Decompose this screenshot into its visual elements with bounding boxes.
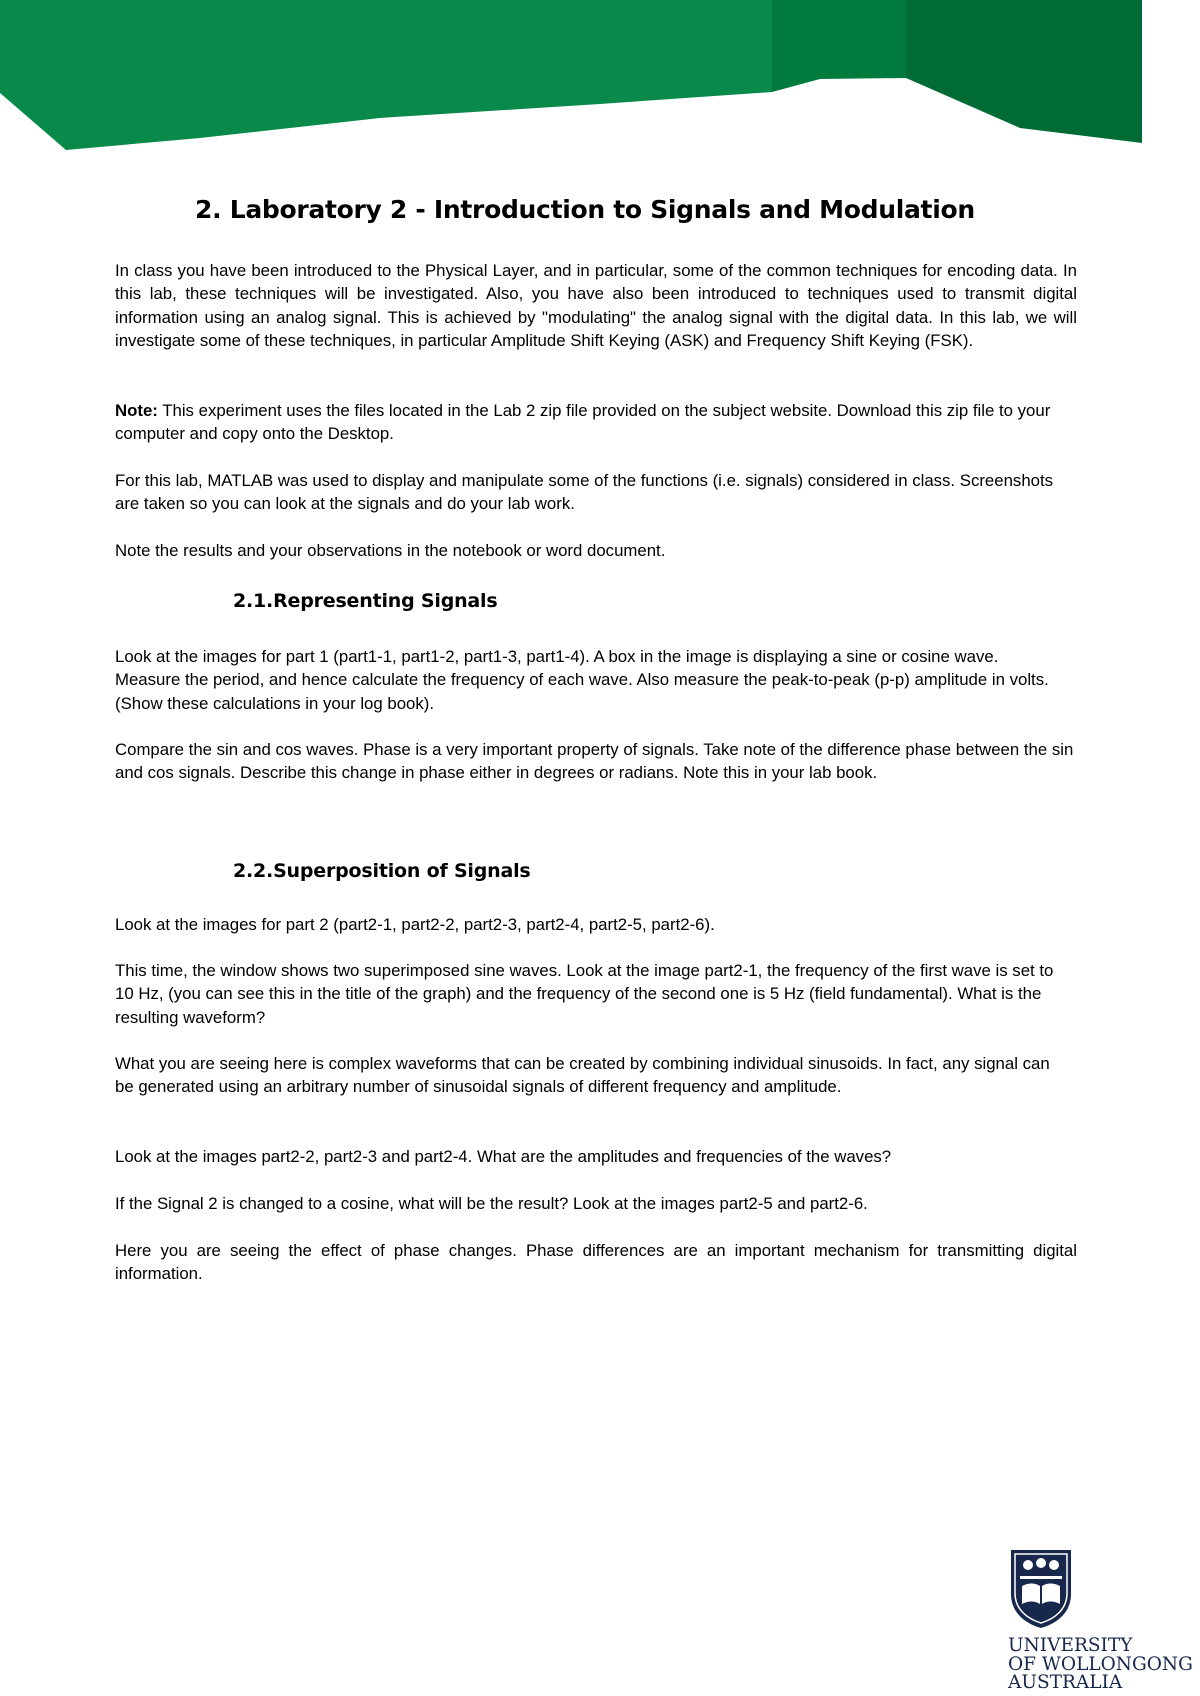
university-wordmark — [1008, 1637, 1193, 1693]
section-2-2-paragraph-5: If the Signal 2 is changed to a cosine, what will be the result? Look at the images part2-5 and part2-6. — [115, 1194, 868, 1213]
section-2-2-paragraph-2: This time, the window shows two superimposed sine waves. Look at the image part2-1, the frequency of the first wave is set to 10 Hz, (you can see this in the title of the graph) and the frequency of the second one is 5 Hz (field fundamental). What is the resulting waveform? — [115, 961, 1054, 1027]
wordmark-line-1: UNIVERSITY — [1008, 1635, 1133, 1656]
section-number: 2.2. — [233, 860, 274, 882]
banner-left-wave — [0, 0, 772, 150]
section-title: Representing Signals — [273, 590, 498, 612]
note-label: Note: — [115, 401, 158, 420]
header-banner — [0, 0, 1200, 160]
banner-right-wave — [906, 0, 1142, 143]
section-title: Superposition of Signals — [273, 860, 531, 882]
observations-paragraph: Note the results and your observations in the notebook or word document. — [115, 541, 666, 560]
section-2-1-paragraph-1: Look at the images for part 1 (part1-1, part1-2, part1-3, part1-4). A box in the image is displaying a sine or cosine wave. Measure the period, and hence calculate the frequency of each wave. Also measure the peak-to-peak (p-p) amplitude in volts. (Show these calculations in your log book). — [115, 647, 1049, 713]
section-heading-superposition-of-signals — [233, 860, 531, 882]
section-2-2-paragraph-6: Here you are seeing the effect of phase changes. Phase differences are an important mechanism for transmitting digital information. — [115, 1241, 1077, 1284]
section-2-2-paragraph-1: Look at the images for part 2 (part2-1, part2-2, part2-3, part2-4, part2-5, part2-6). — [115, 915, 715, 934]
matlab-paragraph: For this lab, MATLAB was used to display and manipulate some of the functions (i.e. signals) considered in class. Screenshots are taken so you can look at the signals and do your lab work. — [115, 471, 1054, 514]
university-logo — [1008, 1548, 1198, 1696]
wordmark-line-3: AUSTRALIA — [1008, 1672, 1123, 1693]
note-text: This experiment uses the files located in the Lab 2 zip file provided on the subject website. Download this zip file to your computer and copy onto the Desktop. — [115, 401, 1051, 444]
section-2-2-paragraph-3: What you are seeing here is complex waveforms that can be created by combining individual sinusoids. In fact, any signal can be generated using an arbitrary number of sinusoidal signals of different frequency and amplitude. — [115, 1054, 1050, 1097]
section-number: 2.1. — [233, 590, 274, 612]
intro-paragraph: In class you have been introduced to the Physical Layer, and in particular, some of the common techniques for encoding data. In this lab, these techniques will be investigated. Also, you have also been introduced to techniques used to transmit digital information using an analog signal. This is achieved by "modulating" the analog signal with the digital data. In this lab, we will investigate some of these techniques, in particular Amplitude Shift Keying (ASK) and Frequency Shift Keying (FSK). — [115, 261, 1077, 351]
banner-middle-band — [772, 0, 906, 92]
section-2-1-paragraph-2: Compare the sin and cos waves. Phase is a very important property of signals. Take note of the difference phase between the sin and cos signals. Describe this change in phase either in degrees or radians. Note this in your lab book. — [115, 740, 1074, 783]
crest-icon — [1008, 1548, 1074, 1630]
wordmark-line-2: OF WOLLONGONG — [1008, 1653, 1193, 1675]
section-heading-representing-signals — [233, 590, 497, 612]
note-paragraph — [115, 399, 1077, 446]
page-title: 2. Laboratory 2 - Introduction to Signals and Modulation — [195, 195, 975, 224]
section-2-2-paragraph-4: Look at the images part2-2, part2-3 and part2-4. What are the amplitudes and frequencies of the waves? — [115, 1147, 892, 1166]
